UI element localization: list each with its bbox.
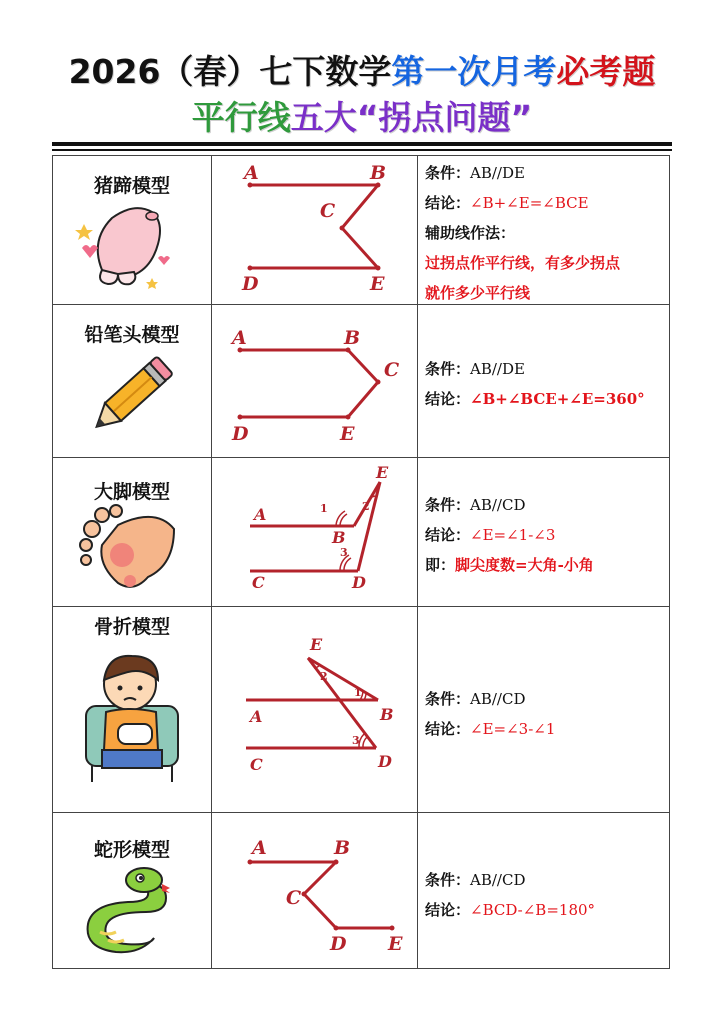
figure-snake: [230, 830, 415, 965]
angle-label: 1: [354, 686, 362, 699]
conclusion-label: 结论：: [425, 390, 471, 408]
point-label: A: [244, 162, 259, 184]
conclusion-label: 结论：: [425, 194, 471, 212]
conclusion-text: ∠E=∠3-∠1: [470, 720, 556, 738]
conclusion-text: ∠B+∠BCE+∠E=360°: [470, 390, 645, 408]
point-label: D: [232, 423, 249, 445]
info-foot: [425, 490, 670, 580]
note-label: 即：: [425, 556, 456, 574]
model-name-pencil: 铅笔头模型: [84, 324, 180, 346]
point-label: C: [250, 755, 263, 774]
model-name-fracture: 骨折模型: [93, 616, 170, 638]
point-label: A: [250, 707, 263, 726]
condition-label: 条件：: [425, 360, 471, 378]
model-name-snake: 蛇形模型: [93, 839, 170, 861]
point-label: B: [332, 528, 346, 547]
conclusion-text: ∠E=∠1-∠3: [470, 526, 556, 544]
point-label: C: [252, 573, 265, 592]
point-label: C: [320, 200, 336, 222]
info-fracture: [425, 684, 670, 744]
pencil-icon: [80, 352, 180, 444]
aux-text-1: 过拐点作平行线，有多少拐点: [425, 254, 621, 272]
point-label: B: [334, 837, 351, 859]
info-pig-trotter: [425, 158, 670, 308]
condition-label: 条件：: [425, 690, 471, 708]
col-divider: [417, 155, 418, 969]
conclusion-label: 结论：: [425, 901, 471, 919]
header-rule-thin: [52, 149, 672, 151]
figure-foot: [230, 462, 415, 597]
point-label: A: [252, 837, 267, 859]
subtitle-green: 平行线: [191, 98, 291, 137]
point-label: B: [370, 162, 387, 184]
aux-label: 辅助线作法：: [425, 224, 516, 242]
condition-text: AB//CD: [470, 496, 526, 514]
point-label: D: [378, 752, 392, 771]
conclusion-label: 结论：: [425, 526, 471, 544]
title-red: 必考题: [556, 52, 656, 91]
figure-pig-trotter: [230, 160, 410, 295]
angle-label: 3: [352, 734, 360, 747]
point-label: E: [310, 635, 323, 654]
conclusion-label: 结论：: [425, 720, 471, 738]
point-label: A: [232, 327, 247, 349]
aux-text-2: 就作多少平行线: [425, 284, 531, 302]
conclusion-text: ∠BCD-∠B=180°: [470, 901, 596, 919]
info-pencil: [425, 354, 670, 414]
condition-label: 条件：: [425, 496, 471, 514]
figure-fracture: [232, 630, 412, 780]
row-divider: [52, 457, 670, 458]
point-label: E: [388, 933, 403, 955]
page-subtitle: [0, 96, 724, 140]
condition-text: AB//DE: [470, 164, 525, 182]
subtitle-purple: 五大“拐点问题”: [290, 98, 533, 137]
point-label: C: [286, 887, 302, 909]
angle-label: 1: [320, 502, 328, 515]
point-label: B: [344, 327, 361, 349]
condition-label: 条件：: [425, 164, 471, 182]
foot-icon: [78, 505, 178, 597]
note-text: 脚尖度数=大角-小角: [455, 556, 594, 574]
pig-trotter-icon: [72, 200, 172, 290]
point-label: A: [254, 505, 267, 524]
info-snake: [425, 865, 670, 925]
angle-label: 2: [362, 500, 370, 513]
angle-label: 2: [320, 670, 328, 683]
point-label: D: [330, 933, 347, 955]
model-name-foot: 大脚模型: [93, 481, 170, 503]
snake-icon: [70, 862, 182, 957]
point-label: B: [380, 705, 394, 724]
header-rule-thick: [52, 142, 672, 146]
title-blue: 第一次月考: [391, 52, 557, 91]
point-label: E: [376, 463, 389, 482]
angle-label: 3: [340, 546, 348, 559]
conclusion-text: ∠B+∠E=∠BCE: [470, 194, 589, 212]
point-label: D: [242, 273, 259, 295]
condition-label: 条件：: [425, 871, 471, 889]
figure-pencil: [228, 312, 413, 447]
point-label: D: [352, 573, 366, 592]
condition-text: AB//CD: [470, 690, 526, 708]
condition-text: AB//DE: [470, 360, 525, 378]
page-title: [0, 50, 724, 94]
point-label: E: [370, 273, 385, 295]
row-divider: [52, 606, 670, 607]
model-name-pig-trotter: 猪蹄模型: [93, 175, 170, 197]
title-black: 2026（春）七下数学: [68, 52, 392, 91]
injured-boy-icon: [78, 650, 186, 785]
point-label: C: [384, 359, 400, 381]
condition-text: AB//CD: [470, 871, 526, 889]
point-label: E: [340, 423, 355, 445]
row-divider: [52, 812, 670, 813]
